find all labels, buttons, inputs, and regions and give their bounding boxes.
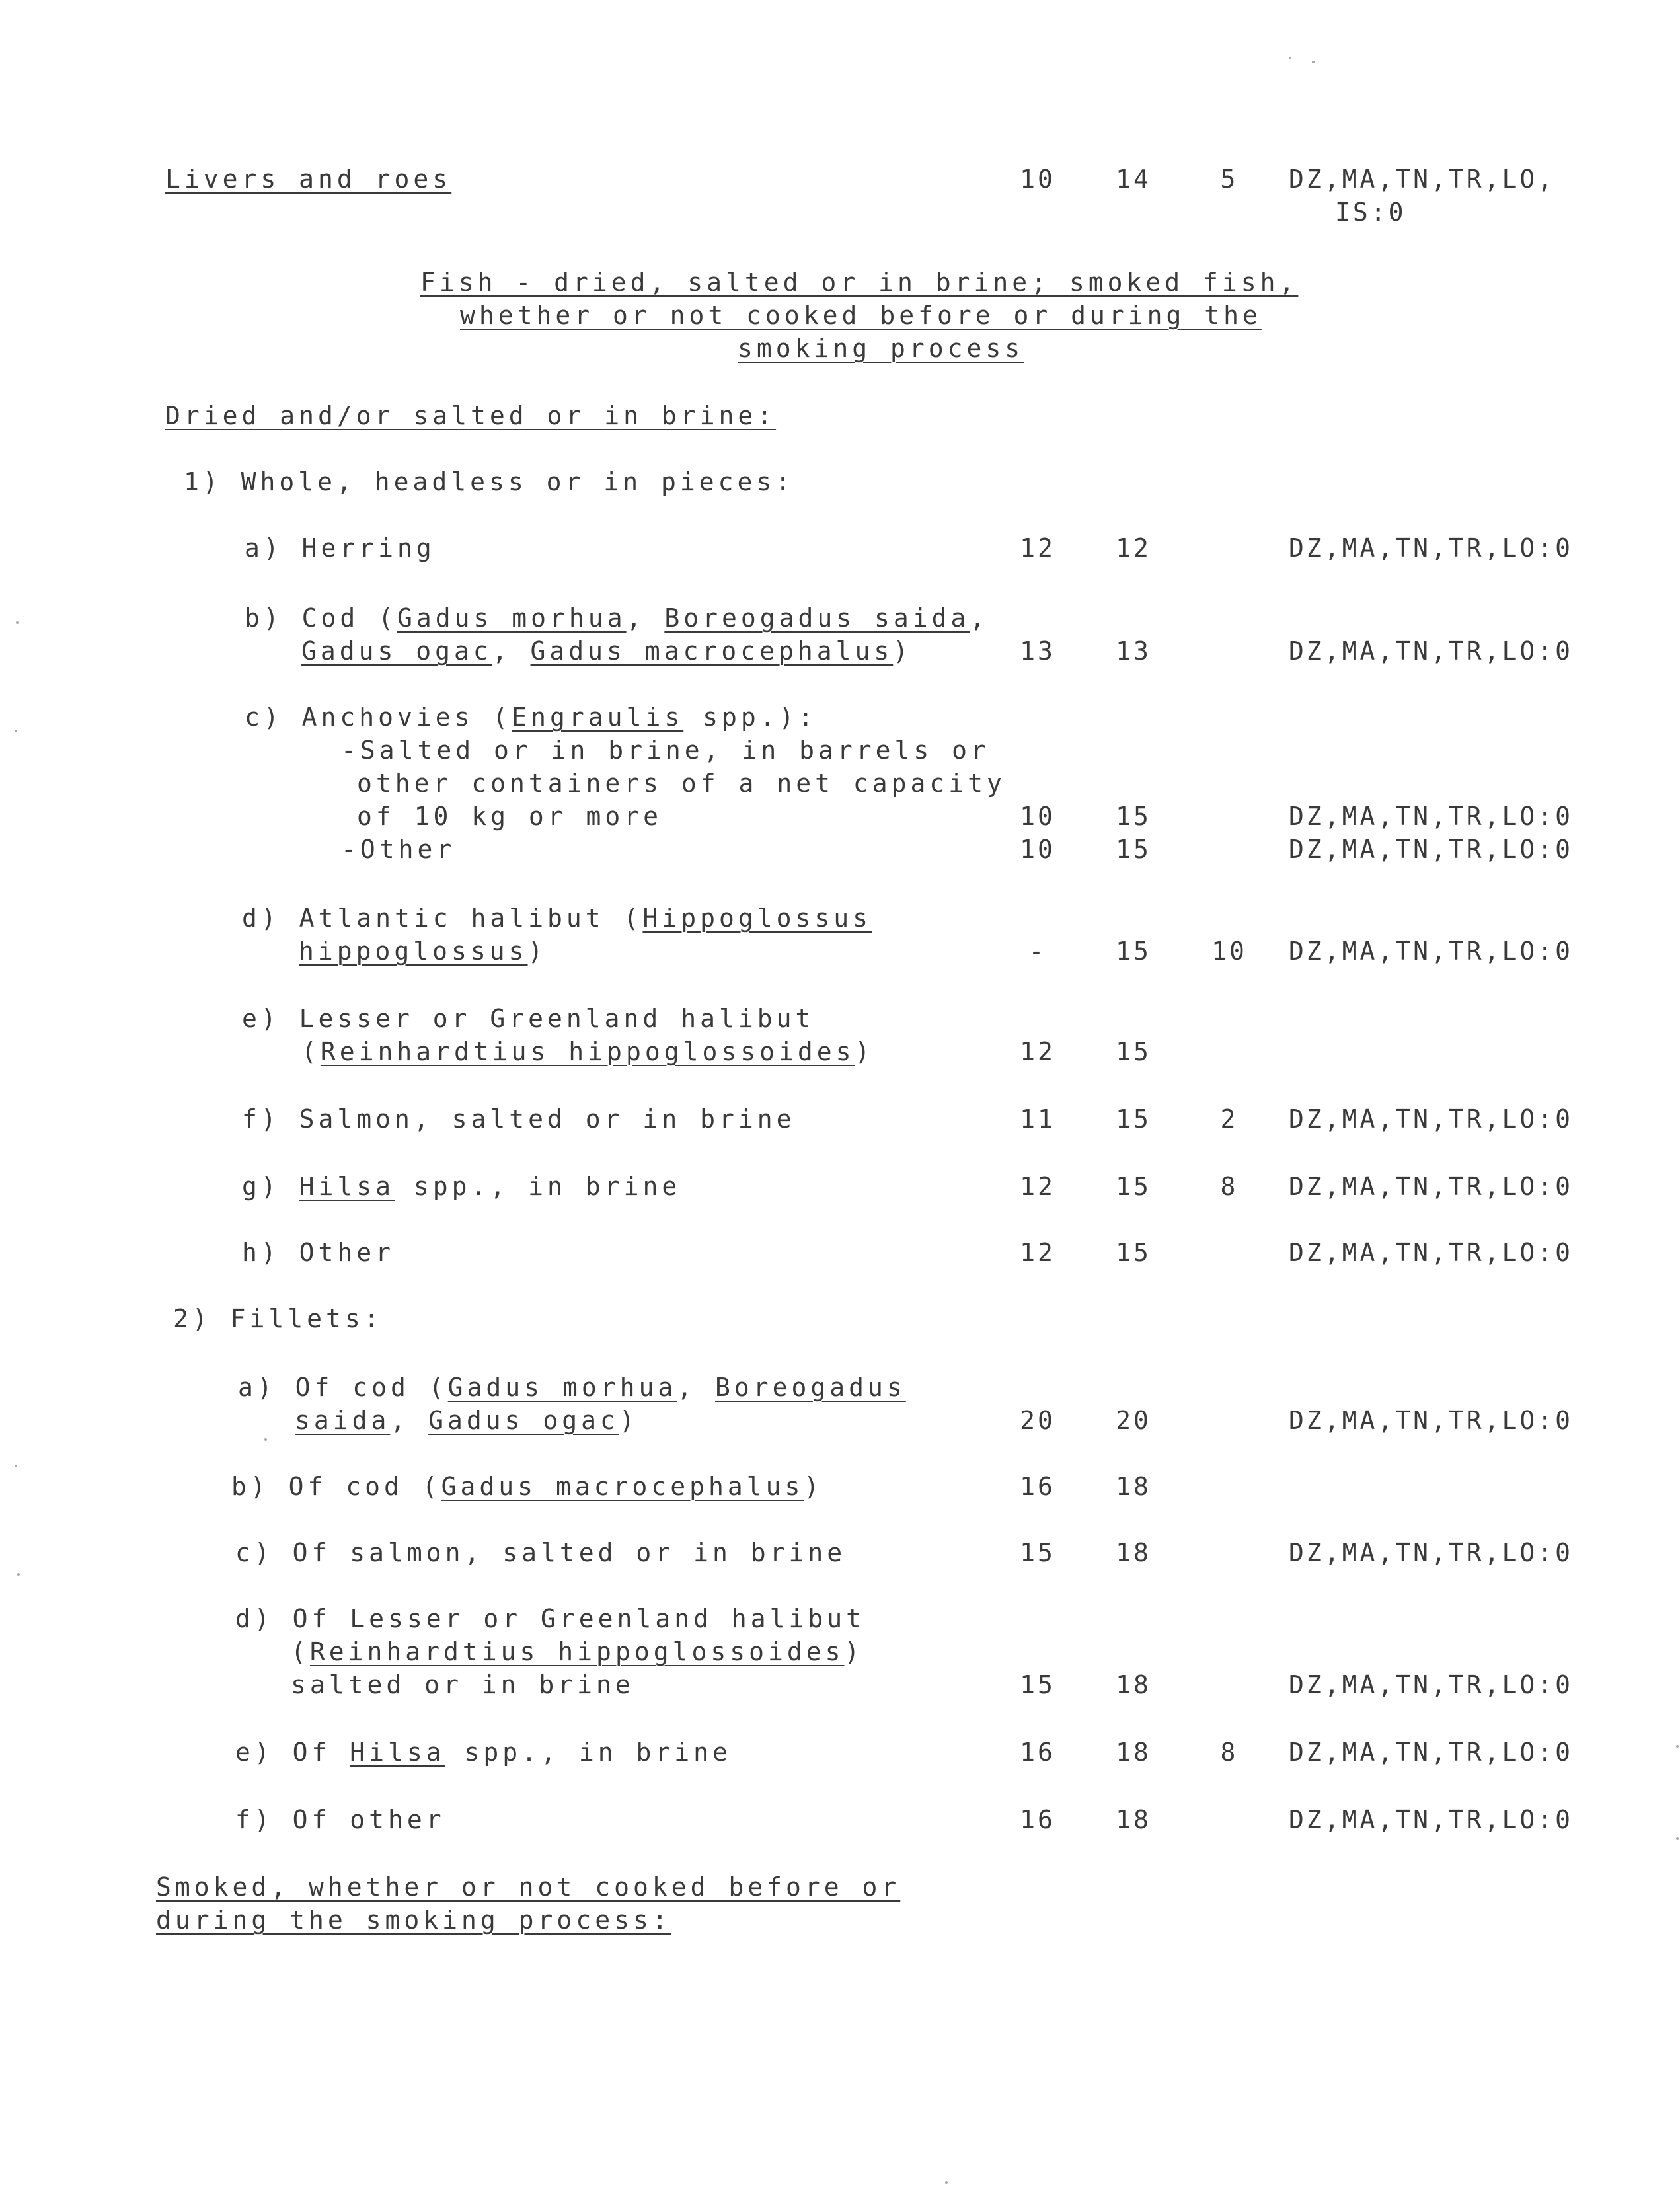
country-codes: DZ,MA,TN,TR,LO:0 (1289, 637, 1574, 666)
country-codes: DZ,MA,TN,TR,LO:0 (1289, 1538, 1574, 1567)
row-label: f) Salmon, salted or in brine (242, 1104, 796, 1134)
rate-col-2: 15 (1116, 1037, 1151, 1066)
scan-speck (1676, 1745, 1679, 1748)
rate-col-1: 10 (1020, 835, 1055, 864)
rate-col-1: 12 (1020, 1238, 1055, 1267)
row-label-cont: (Reinhardtius_hippoglossoides) (301, 1037, 874, 1066)
rate-col-1: 12 (1020, 1037, 1055, 1066)
rate-col-3: 5 (1220, 165, 1239, 194)
subsection-heading: Dried_and/or_salted_or_in_brine: (165, 401, 777, 430)
rate-col-1: 12 (1020, 533, 1055, 562)
country-codes: DZ,MA,TN,TR,LO:0 (1289, 1172, 1574, 1201)
row-label: c) Of salmon, salted or in brine (235, 1538, 847, 1567)
rate-col-1: 12 (1020, 1172, 1055, 1201)
scan-speck (15, 730, 17, 732)
rate-col-1: 13 (1020, 637, 1055, 666)
scan-speck (15, 1465, 17, 1467)
rate-col-3: 8 (1220, 1738, 1239, 1767)
rate-col-2: 18 (1116, 1670, 1151, 1699)
row-label-cont: (Reinhardtius_hippoglossoides) (291, 1637, 864, 1666)
country-codes: DZ,MA,TN,TR,LO:0 (1289, 1104, 1574, 1134)
rate-col-1: 20 (1020, 1406, 1055, 1435)
rate-col-1: 11 (1020, 1104, 1055, 1134)
country-codes: DZ,MA,TN,TR,LO:0 (1289, 1738, 1574, 1767)
group-heading: 2) Fillets: (173, 1304, 383, 1333)
rate-col-2: 15 (1116, 1172, 1151, 1201)
rate-col-2: 14 (1116, 165, 1151, 194)
scan-speck (1289, 57, 1291, 59)
row-label: f) Of other (235, 1805, 445, 1834)
row-label: g) Hilsa spp., in brine (242, 1172, 681, 1201)
section-heading-line: smoking_process (738, 334, 1024, 363)
country-codes: DZ,MA,TN,TR,LO:0 (1289, 1238, 1574, 1267)
scan-speck (17, 1573, 20, 1576)
group-heading: 1) Whole, headless or in pieces: (184, 467, 795, 496)
rate-col-2: 15 (1116, 1104, 1151, 1134)
row-label: a) Herring (245, 533, 436, 562)
rate-col-2: 15 (1116, 802, 1151, 831)
rate-col-2: 18 (1116, 1805, 1151, 1834)
section-heading-line: whether_or_not_cooked_before_or_during_the (460, 301, 1262, 330)
rate-col-1: 16 (1020, 1472, 1055, 1501)
rate-col-2: 15 (1116, 835, 1151, 864)
scan-speck (16, 621, 19, 624)
rate-col-3: 2 (1220, 1104, 1239, 1134)
rate-col-2: 20 (1116, 1406, 1151, 1435)
rate-col-3: 10 (1211, 937, 1247, 966)
row-label: -Other (341, 835, 456, 864)
scan-speck (945, 2181, 948, 2184)
row-label: e) Of Hilsa spp., in brine (235, 1738, 732, 1767)
rate-col-2: 12 (1116, 533, 1151, 562)
rate-col-2: 13 (1116, 637, 1151, 666)
country-codes: DZ,MA,TN,TR,LO:0 (1289, 937, 1574, 966)
row-label-cont: other containers of a net capacity (357, 769, 1006, 798)
row-label: a) Of cod (Gadus_morhua, Boreogadus (238, 1373, 906, 1402)
row-label: d) Of Lesser or Greenland halibut (235, 1604, 865, 1633)
country-codes-cont: IS:0 (1335, 198, 1406, 227)
row-label-cont: salted or in brine (291, 1670, 634, 1699)
country-codes: DZ,MA,TN,TR,LO, (1289, 165, 1556, 194)
rate-col-1: 16 (1020, 1805, 1055, 1834)
subsection-heading-cont: during_the_smoking_process: (156, 1906, 671, 1935)
country-codes: DZ,MA,TN,TR,LO:0 (1289, 835, 1574, 864)
country-codes: DZ,MA,TN,TR,LO:0 (1289, 802, 1574, 831)
country-codes: DZ,MA,TN,TR,LO:0 (1289, 1670, 1574, 1699)
row-label-cont: -Salted or in brine, in barrels or (341, 736, 990, 765)
rate-col-1: 15 (1020, 1538, 1055, 1567)
scan-speck (264, 1438, 267, 1441)
section-heading-line: Fish_-_dried,_salted_or_in_brine;_smoked_fish, (420, 268, 1299, 297)
row-label-cont: hippoglossus) (299, 937, 547, 966)
row-label-cont: of 10 kg or more (357, 802, 663, 831)
country-codes: DZ,MA,TN,TR,LO:0 (1289, 533, 1574, 562)
rate-col-1: 10 (1020, 802, 1055, 831)
row-label: d) Atlantic halibut (Hippoglossus (242, 904, 872, 933)
rate-col-2: 18 (1116, 1472, 1151, 1501)
rate-col-3: 8 (1220, 1172, 1239, 1201)
rate-col-1: 10 (1020, 165, 1055, 194)
row-label: b) Cod (Gadus_morhua, Boreogadus_saida, (245, 603, 989, 633)
rate-col-2: 18 (1116, 1538, 1151, 1567)
row-label-cont: Gadus_ogac, Gadus_macrocephalus) (301, 637, 913, 666)
rate-col-2: 15 (1116, 1238, 1151, 1267)
rate-col-1: 15 (1020, 1670, 1055, 1699)
subsection-heading: Smoked,_whether_or_not_cooked_before_or (156, 1873, 901, 1902)
country-codes: DZ,MA,TN,TR,LO:0 (1289, 1805, 1574, 1834)
rate-col-2: 18 (1116, 1738, 1151, 1767)
row-label: b) Of cod (Gadus_macrocephalus) (231, 1472, 823, 1501)
row-label-cont: saida, Gadus_ogac) (295, 1406, 638, 1435)
scan-speck (1676, 1837, 1679, 1840)
country-codes: DZ,MA,TN,TR,LO:0 (1289, 1406, 1574, 1435)
row-label: e) Lesser or Greenland halibut (242, 1004, 815, 1033)
row-label: h) Other (242, 1238, 395, 1267)
rate-col-1: - (1028, 937, 1047, 966)
row-label: c) Anchovies (Engraulis spp.): (245, 703, 818, 732)
rate-col-2: 15 (1116, 937, 1151, 966)
row-label: Livers_and_roes (165, 165, 452, 194)
scan-speck (1312, 61, 1315, 63)
rate-col-1: 16 (1020, 1738, 1055, 1767)
